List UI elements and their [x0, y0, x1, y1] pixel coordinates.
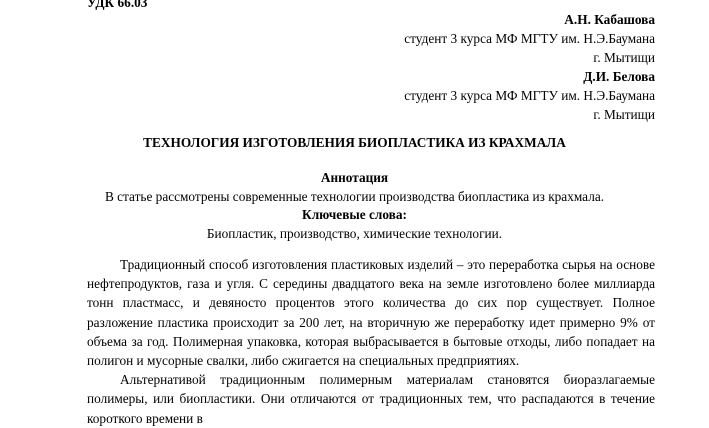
- author-affiliation: студент 3 курса МФ МГТУ им. Н.Э.Баумана: [404, 31, 655, 46]
- author-name: А.Н. Кабашова: [564, 12, 655, 27]
- abstract-section: [0, 169, 709, 243]
- keywords-heading: Ключевые слова:: [302, 207, 407, 222]
- article-title: ТЕХНОЛОГИЯ ИЗГОТОВЛЕНИЯ БИОПЛАСТИКА ИЗ КРАХМАЛА: [143, 135, 566, 150]
- body-paragraph: Альтернативой традиционным полимерным материалам становятся биоразлагаемые полимеры, или биопластики. Они отличаются от традиционных тем, что распадаются в течение короткого времени в: [87, 372, 655, 426]
- author-city: г. Мытищи: [593, 107, 655, 122]
- keywords-text: Биопластик, производство, химические технологии.: [206, 225, 503, 241]
- author-city: г. Мытищи: [593, 50, 655, 65]
- author-affiliation: студент 3 курса МФ МГТУ им. Н.Э.Баумана: [404, 88, 655, 103]
- udk-code: УДК 66.03: [87, 0, 148, 10]
- abstract-text: В статье рассмотрены современные технологии производства биопластика из крахмала.: [104, 188, 605, 204]
- body-paragraph: Традиционный способ изготовления пластиковых изделий – это переработка сырья на основе нефтепродуктов, газа и угля. С середины двадцатого века на земле изготовлено более миллиарда тонн пластмасс, и девяносто процентов этого количества до сих пор существует. Полное разложение пластика происходит за 200 лет, на вторичную же переработку идет примерно 9% от объема за год. Полимерная упаковка, которая выбрасывается в бытовые отходы, либо попадает на полигон и мусорные свалки, либо сжигается на специальных предприятиях.: [87, 257, 655, 369]
- author-name: Д.И. Белова: [583, 69, 655, 84]
- author-block: [404, 10, 655, 124]
- abstract-heading: Аннотация: [320, 170, 389, 185]
- article-body: [87, 255, 655, 428]
